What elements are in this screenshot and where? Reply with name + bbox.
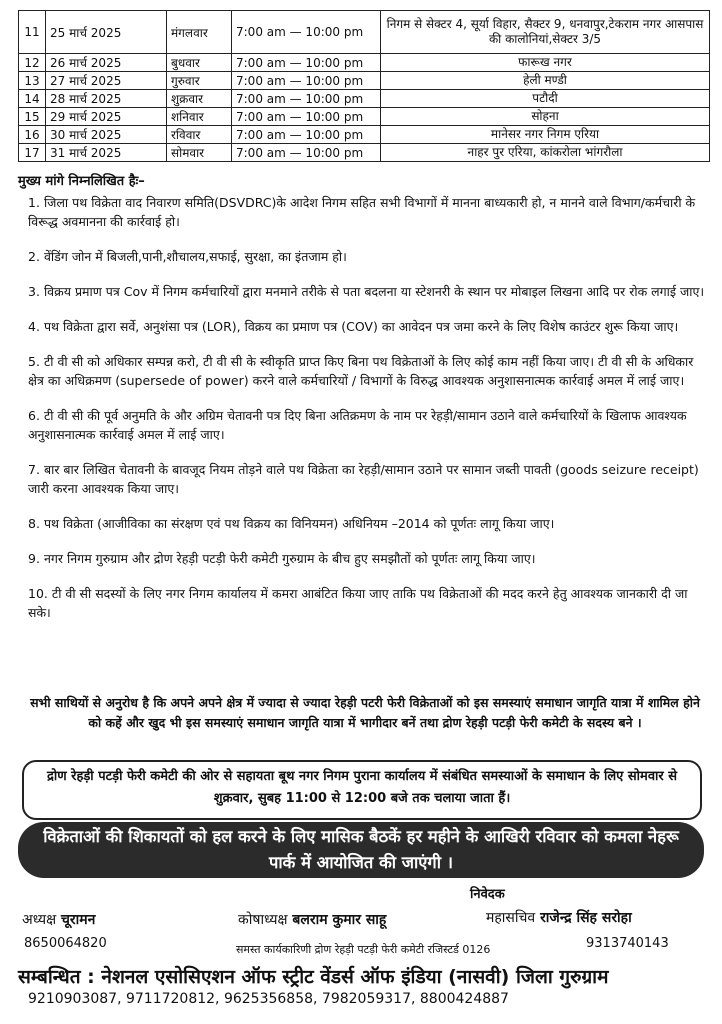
secretary-phone: 9313740143 — [586, 936, 669, 951]
demand-text: टी वी सी को अधिकार सम्पन्न करो, टी वी सी के स्वीकृति प्राप्त किए बिना पथ विक्रेताओं के लिए कोई काम नहीं किया जाए। टी वी सी के अधिकार क्षेत्र का अधिक्रमण (supersede of power) करने वाले कर्मचारियों / विभागों के विरुद्ध आवश्यक अनुशासनात्मक कार्रवाई अमल में लाई जाए। — [28, 354, 694, 388]
demand-item — [18, 193, 708, 231]
demand-number: 8. — [28, 516, 40, 531]
demand-number: 6. — [28, 408, 40, 423]
row-number: 15 — [19, 108, 46, 126]
president-role: अध्यक्ष — [22, 912, 57, 928]
demand-number: 9. — [28, 551, 40, 566]
treasurer-role: कोषाध्यक्ष — [238, 912, 288, 928]
row-date: 26 मार्च 2025 — [46, 54, 167, 72]
schedule-row — [19, 144, 710, 162]
row-day: शनिवार — [167, 108, 232, 126]
demand-item — [18, 460, 708, 498]
row-number: 11 — [19, 11, 46, 54]
demand-text: पथ विक्रेता द्वारा सर्वे, अनुशंसा पत्र (LOR), विक्रय का प्रमाण पत्र (COV) का आवेदन पत्र जमा करने के लिए विशेष काउंटर शुरू किया जाए। — [43, 319, 679, 334]
demand-number: 5. — [28, 354, 40, 369]
schedule-row — [19, 126, 710, 144]
row-time: 7:00 am — 10:00 pm — [232, 54, 381, 72]
row-number: 12 — [19, 54, 46, 72]
demand-number: 4. — [28, 319, 40, 334]
president-signature — [22, 910, 95, 929]
row-time: 7:00 am — 10:00 pm — [232, 11, 381, 54]
demand-item — [18, 406, 708, 444]
schedule-table — [18, 10, 710, 162]
applicant-label: निवेदक — [470, 887, 505, 902]
row-date: 30 मार्च 2025 — [46, 126, 167, 144]
demand-text: नगर निगम गुरुग्राम और द्रोण रेहड़ी पटड़ी फेरी कमेटी गुरुग्राम के बीच हुए समझौतों को पूर्णतः लागू किया जाए। — [43, 551, 536, 566]
row-number: 16 — [19, 126, 46, 144]
row-date: 31 मार्च 2025 — [46, 144, 167, 162]
help-booth-notice: द्रोण रेहड़ी पटड़ी फेरी कमेटी की ओर से सहायता बूथ नगर निगम पुराना कार्यालय में संबंधित समस्याओं के समाधान के लिए सोमवार से शुक्रवार, सुबह 11:00 से 12:00 बजे तक चलाया जाता हैं। — [22, 760, 702, 820]
committee-line: समस्त कार्यकारिणी द्रोण रेहड़ी पटड़ी फेरी कमेटी रजिस्टर्ड 0126 — [236, 943, 491, 956]
demand-text: पथ विक्रेता (आजीविका का संरक्षण एवं पथ विक्रय का विनियमन) अधिनियम –2014 को पूर्णतः लागू किया जाए। — [43, 516, 555, 531]
row-date: 29 मार्च 2025 — [46, 108, 167, 126]
demand-number: 7. — [28, 462, 40, 477]
row-time: 7:00 am — 10:00 pm — [232, 72, 381, 90]
demand-item — [18, 584, 708, 622]
appeal-text: सभी साथियों से अनुरोध है कि अपने अपने क्षेत्र में ज्यादा से ज्यादा रेहड़ी पटरी फेरी विक्रेताओं को इस समस्याएं समाधान जागृति यात्रा में शामिल होने को कहें और खुद भी इस समस्याएं समाधान जागृति यात्रा में भागीदार बनें तथा द्रोण रेहड़ी पटड़ी फेरी कमेटी के सदस्य बने । — [30, 695, 700, 730]
demands-heading: मुख्य मांगे निम्नलिखित हैः– — [18, 174, 145, 189]
row-date: 28 मार्च 2025 — [46, 90, 167, 108]
affiliation-line: सम्बन्धित : नेशनल एसोसिएशन ऑफ स्ट्रीट वेंडर्स ऑफ इंडिया (नासवी) जिला गुरुग्राम — [18, 966, 609, 988]
schedule-row — [19, 108, 710, 126]
schedule-row — [19, 11, 710, 54]
row-day: रविवार — [167, 126, 232, 144]
demand-item — [18, 549, 708, 568]
row-number: 17 — [19, 144, 46, 162]
demand-text: टी वी सी की पूर्व अनुमति के और अग्रिम चेतावनी पत्र दिए बिना अतिक्रमण के नाम पर रेहड़ी/सामान उठाने वाले कर्मचारियों के खिलाफ आवश्यक अनुशासनात्मक कार्रवाई अमल में लाई जाए। — [28, 408, 687, 442]
row-day: मंगलवार — [167, 11, 232, 54]
demand-item — [18, 352, 708, 390]
row-time: 7:00 am — 10:00 pm — [232, 126, 381, 144]
demand-text: विक्रय प्रमाण पत्र Cov में निगम कर्मचारियों द्वारा मनमाने तरीके से पता बदलना या स्टेशनरी के स्थान पर मोबाइल लिखना आदि पर रोक लगाई जाए। — [43, 284, 705, 299]
row-day: शुक्रवार — [167, 90, 232, 108]
treasurer-name: बलराम कुमार साहू — [292, 912, 387, 928]
row-number: 14 — [19, 90, 46, 108]
row-number: 13 — [19, 72, 46, 90]
row-time: 7:00 am — 10:00 pm — [232, 90, 381, 108]
schedule-row — [19, 54, 710, 72]
demand-number: 3. — [28, 284, 40, 299]
demand-number: 2. — [28, 249, 40, 264]
row-time: 7:00 am — 10:00 pm — [232, 108, 381, 126]
row-day: सोमवार — [167, 144, 232, 162]
treasurer-signature — [238, 910, 386, 929]
demand-item — [18, 317, 708, 336]
row-area: फारूख नगर — [381, 54, 710, 72]
demands-section — [18, 172, 708, 638]
demand-item — [18, 247, 708, 266]
schedule-row — [19, 72, 710, 90]
row-area: सोहना — [381, 108, 710, 126]
president-phone: 8650064820 — [24, 936, 107, 951]
row-area: हेली मण्डी — [381, 72, 710, 90]
demand-text: टी वी सी सदस्यों के लिए नगर निगम कार्यालय में कमरा आबंटित किया जाए ताकि पथ विक्रेताओं की मदद करने हेतु आवश्यक जानकारी दी जा सके। — [28, 586, 688, 620]
row-area: पटौदी — [381, 90, 710, 108]
secretary-role: महासचिव — [486, 910, 536, 926]
row-date: 25 मार्च 2025 — [46, 11, 167, 54]
demand-number: 10. — [28, 586, 48, 601]
secretary-name: राजेन्द्र सिंह सरोहा — [540, 910, 632, 926]
demand-number: 1. — [28, 195, 40, 210]
contact-numbers: 9210903087, 9711720812, 9625356858, 7982059317, 8800424887 — [28, 991, 509, 1007]
demand-item — [18, 282, 708, 301]
row-area: निगम से सेक्टर 4, सूर्या विहार, सैक्टर 9, धनवापुर,टेकराम नगर आसपास की कालोनियां,सेक्टर 3/5 — [381, 11, 710, 54]
demand-item — [18, 514, 708, 533]
demand-text: बार बार लिखित चेतावनी के बावजूद नियम तोड़ने वाले पथ विक्रेता का रेहड़ी/सामान उठाने पर सामान जब्ती पावती (goods seizure receipt) जारी करना आवश्यक किया जाए। — [28, 462, 699, 496]
demands-list — [18, 193, 708, 622]
row-date: 27 मार्च 2025 — [46, 72, 167, 90]
schedule-row — [19, 90, 710, 108]
president-name: चूरामन — [61, 912, 96, 928]
row-area: मानेसर नगर निगम एरिया — [381, 126, 710, 144]
row-time: 7:00 am — 10:00 pm — [232, 144, 381, 162]
row-day: बुधवार — [167, 54, 232, 72]
demand-text: वेंडिंग जोन में बिजली,पानी,शौचालय,सफाई, सुरक्षा, का इंतजाम हो। — [43, 249, 347, 264]
demand-text: जिला पथ विक्रेता वाद निवारण समिति(DSVDRC)के आदेश निगम सहित सभी विभागों में मानना बाध्यकारी हो, न मानने वाले विभाग/कर्मचारी के विरूद्ध अवमानना की कार्रवाई हो। — [28, 195, 696, 229]
row-day: गुरुवार — [167, 72, 232, 90]
row-area: नाहर पुर एरिया, कांकरोला भांगरौला — [381, 144, 710, 162]
monthly-meeting-notice: विक्रेताओं की शिकायतों को हल करने के लिए मासिक बैठकें हर महीने के आखिरी रविवार को कमला नेहरू पार्क में आयोजित की जाएंगी । — [18, 822, 704, 878]
secretary-signature — [486, 908, 632, 927]
